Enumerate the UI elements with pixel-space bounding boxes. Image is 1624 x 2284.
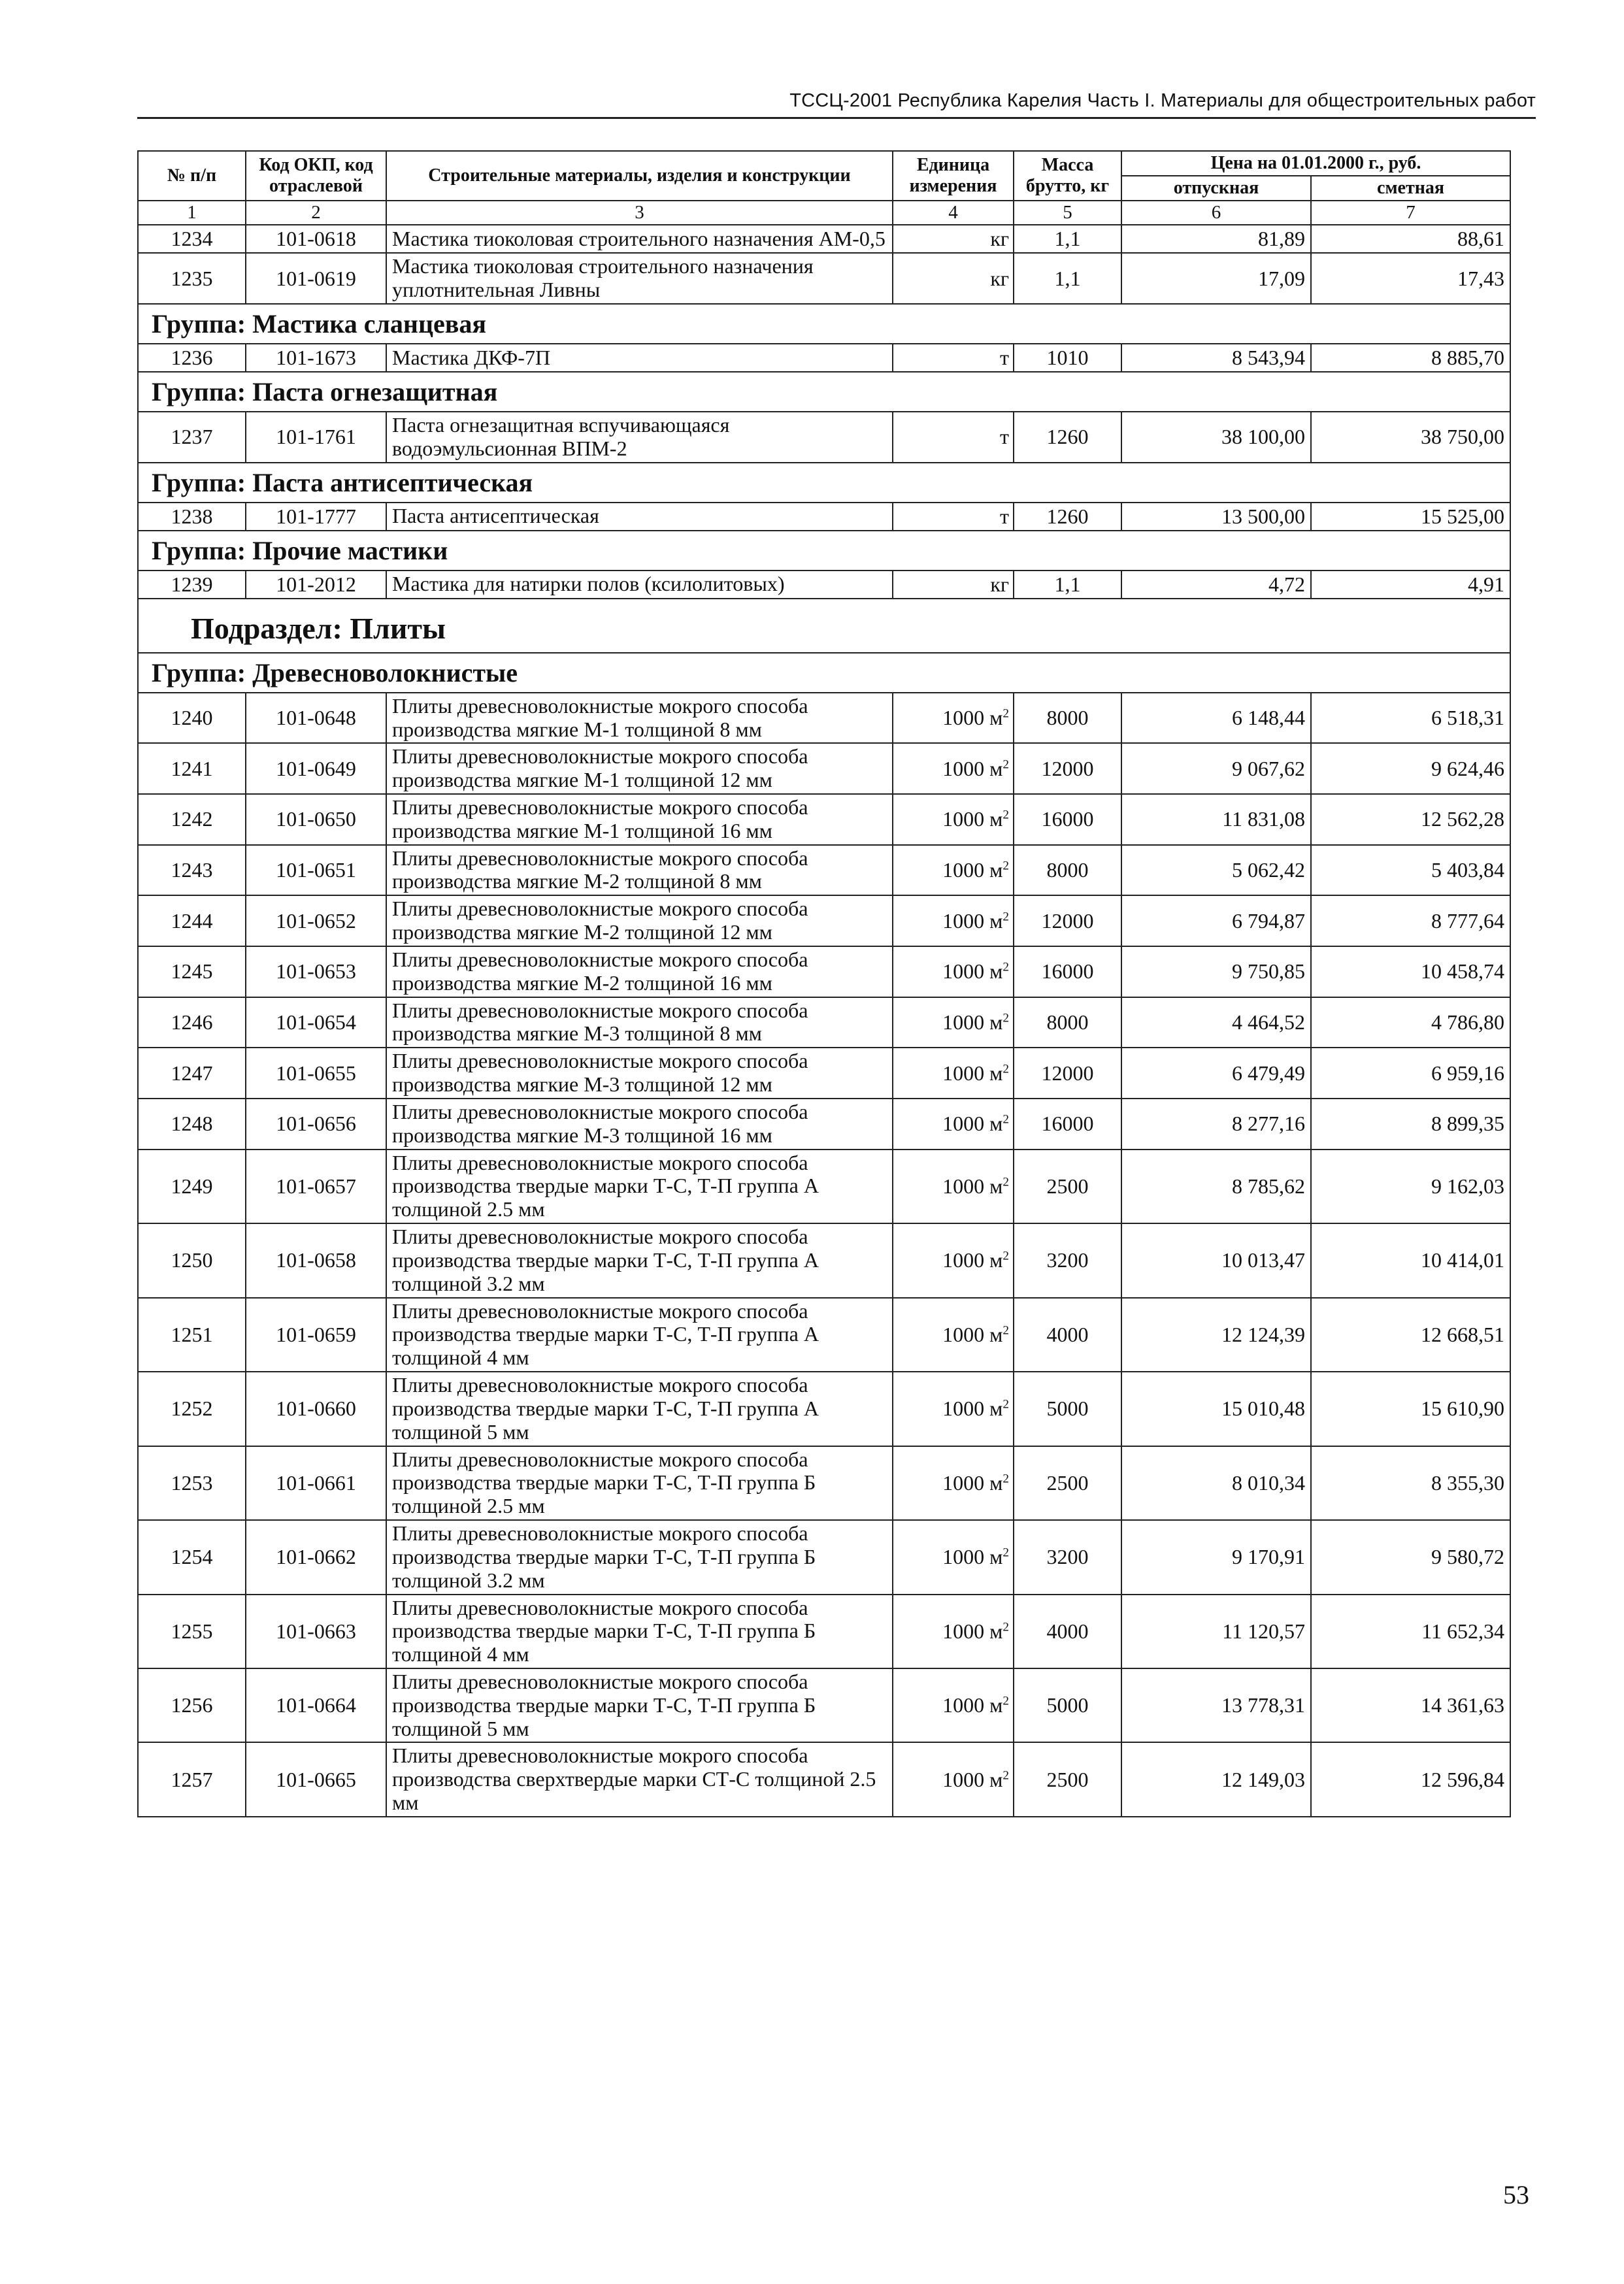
row-number: 1244 (138, 895, 246, 946)
row-price-estimate: 15 610,90 (1311, 1372, 1510, 1446)
row-code: 101-0654 (246, 997, 386, 1048)
row-number: 1238 (138, 503, 246, 531)
group-heading: Группа: Паста антисептическая (138, 463, 1510, 503)
row-price-release: 5 062,42 (1121, 845, 1311, 896)
unit-text: 1000 м (942, 1010, 1003, 1034)
row-price-estimate: 6 959,16 (1311, 1048, 1510, 1099)
row-name: Плиты древесноволокнистые мокрого способа производства твердые марки Т-С, Т-П группа А толщиной 4 мм (386, 1298, 893, 1372)
row-mass: 16000 (1014, 946, 1121, 997)
row-name: Мастика тиоколовая строительного назначения АМ-0,5 (386, 225, 893, 253)
column-numbers-row (138, 201, 1510, 225)
row-code: 101-1761 (246, 412, 386, 463)
row-price-estimate: 8 899,35 (1311, 1099, 1510, 1150)
row-mass: 4000 (1014, 1298, 1121, 1372)
row-unit (893, 253, 1014, 304)
row-code: 101-0655 (246, 1048, 386, 1099)
unit-exponent: 2 (1003, 808, 1009, 822)
row-price-release: 12 149,03 (1121, 1742, 1311, 1816)
row-unit (893, 794, 1014, 845)
unit-exponent: 2 (1003, 1323, 1009, 1338)
row-number: 1256 (138, 1668, 246, 1742)
row-code: 101-1673 (246, 344, 386, 372)
row-number: 1247 (138, 1048, 246, 1099)
unit-exponent: 2 (1003, 757, 1009, 772)
row-price-estimate: 6 518,31 (1311, 693, 1510, 744)
table-row (138, 503, 1510, 531)
table-head (138, 151, 1510, 225)
table-row (138, 344, 1510, 372)
row-unit (893, 845, 1014, 896)
table-row (138, 1150, 1510, 1223)
row-code: 101-0660 (246, 1372, 386, 1446)
row-price-release: 38 100,00 (1121, 412, 1311, 463)
running-header: ТССЦ-2001 Республика Карелия Часть I. Материалы для общестроительных работ (137, 90, 1536, 119)
row-number: 1235 (138, 253, 246, 304)
row-name: Паста огнезащитная вспучивающаяся водоэмульсионная ВПМ-2 (386, 412, 893, 463)
row-code: 101-0663 (246, 1595, 386, 1668)
unit-text: кг (990, 227, 1009, 251)
unit-text: 1000 м (942, 857, 1003, 882)
group-heading: Группа: Древесноволокнистые (138, 653, 1510, 693)
row-mass: 4000 (1014, 1595, 1121, 1668)
row-unit (893, 1668, 1014, 1742)
row-code: 101-0657 (246, 1150, 386, 1223)
col-price-group-header: Цена на 01.01.2000 г., руб. (1121, 151, 1510, 176)
row-name: Плиты древесноволокнистые мокрого способа производства сверхтвердые марки СТ-С толщиной 2.5 мм (386, 1742, 893, 1816)
row-code: 101-0653 (246, 946, 386, 997)
unit-text: кг (990, 572, 1009, 596)
row-unit (893, 997, 1014, 1048)
row-number: 1240 (138, 693, 246, 744)
unit-exponent: 2 (1003, 1768, 1009, 1783)
row-price-estimate: 4 786,80 (1311, 997, 1510, 1048)
unit-text: т (1000, 346, 1009, 370)
unit-text: 1000 м (942, 1470, 1003, 1495)
row-price-release: 9 750,85 (1121, 946, 1311, 997)
row-unit (893, 225, 1014, 253)
unit-text: 1000 м (942, 1397, 1003, 1421)
unit-exponent: 2 (1003, 960, 1009, 974)
row-name: Паста антисептическая (386, 503, 893, 531)
row-price-estimate: 17,43 (1311, 253, 1510, 304)
unit-text: 1000 м (942, 1767, 1003, 1791)
row-number: 1245 (138, 946, 246, 997)
row-mass: 1260 (1014, 503, 1121, 531)
unit-exponent: 2 (1003, 706, 1009, 721)
row-code: 101-0656 (246, 1099, 386, 1150)
row-mass: 1,1 (1014, 225, 1121, 253)
row-number: 1246 (138, 997, 246, 1048)
row-price-release: 6 148,44 (1121, 693, 1311, 744)
row-number: 1255 (138, 1595, 246, 1668)
row-price-estimate: 12 596,84 (1311, 1742, 1510, 1816)
row-mass: 12000 (1014, 1048, 1121, 1099)
row-unit (893, 1298, 1014, 1372)
group-heading-row (138, 304, 1510, 344)
row-name: Плиты древесноволокнистые мокрого способа производства мягкие М-2 толщиной 12 мм (386, 895, 893, 946)
row-price-estimate: 12 562,28 (1311, 794, 1510, 845)
table-row (138, 794, 1510, 845)
row-code: 101-1777 (246, 503, 386, 531)
row-code: 101-0658 (246, 1223, 386, 1297)
unit-exponent: 2 (1003, 1397, 1009, 1412)
table-row (138, 946, 1510, 997)
row-price-release: 4 464,52 (1121, 997, 1311, 1048)
row-name: Плиты древесноволокнистые мокрого способа производства мягкие М-2 толщиной 16 мм (386, 946, 893, 997)
row-price-release: 11 831,08 (1121, 794, 1311, 845)
row-number: 1252 (138, 1372, 246, 1446)
page-number: 53 (1503, 2180, 1529, 2210)
unit-text: 1000 м (942, 1693, 1003, 1717)
row-price-estimate: 9 624,46 (1311, 743, 1510, 794)
row-price-release: 8 543,94 (1121, 344, 1311, 372)
table-row (138, 1099, 1510, 1150)
row-mass: 3200 (1014, 1223, 1121, 1297)
row-code: 101-0661 (246, 1446, 386, 1520)
row-code: 101-0648 (246, 693, 386, 744)
row-price-estimate: 14 361,63 (1311, 1668, 1510, 1742)
row-unit (893, 1223, 1014, 1297)
row-code: 101-0650 (246, 794, 386, 845)
column-number: 4 (893, 201, 1014, 225)
row-code: 101-0618 (246, 225, 386, 253)
row-price-release: 13 778,31 (1121, 1668, 1311, 1742)
row-unit (893, 412, 1014, 463)
table-row (138, 571, 1510, 599)
table-row (138, 895, 1510, 946)
row-unit (893, 1150, 1014, 1223)
unit-text: т (1000, 504, 1009, 528)
row-mass: 3200 (1014, 1520, 1121, 1594)
row-name: Плиты древесноволокнистые мокрого способа производства мягкие М-1 толщиной 12 мм (386, 743, 893, 794)
unit-text: 1000 м (942, 706, 1003, 730)
col-unit-header: Единица измерения (893, 151, 1014, 201)
table-row (138, 1298, 1510, 1372)
row-name: Плиты древесноволокнистые мокрого способа производства твердые марки Т-С, Т-П группа Б толщиной 2.5 мм (386, 1446, 893, 1520)
row-mass: 2500 (1014, 1446, 1121, 1520)
table-row (138, 743, 1510, 794)
row-price-release: 8 010,34 (1121, 1446, 1311, 1520)
row-price-release: 15 010,48 (1121, 1372, 1311, 1446)
table-row (138, 1048, 1510, 1099)
row-price-estimate: 8 355,30 (1311, 1446, 1510, 1520)
row-number: 1254 (138, 1520, 246, 1594)
row-price-release: 10 013,47 (1121, 1223, 1311, 1297)
subsection-heading: Подраздел: Плиты (138, 599, 1510, 653)
row-price-estimate: 11 652,34 (1311, 1595, 1510, 1668)
row-mass: 1,1 (1014, 571, 1121, 599)
unit-text: 1000 м (942, 1545, 1003, 1569)
row-number: 1249 (138, 1150, 246, 1223)
unit-exponent: 2 (1003, 1249, 1009, 1263)
unit-text: 1000 м (942, 1619, 1003, 1643)
row-number: 1243 (138, 845, 246, 896)
row-unit (893, 1595, 1014, 1668)
column-number: 7 (1311, 201, 1510, 225)
row-price-release: 6 794,87 (1121, 895, 1311, 946)
row-mass: 16000 (1014, 794, 1121, 845)
row-number: 1248 (138, 1099, 246, 1150)
unit-text: 1000 м (942, 1322, 1003, 1346)
unit-text: т (1000, 425, 1009, 449)
row-mass: 2500 (1014, 1742, 1121, 1816)
price-table (137, 150, 1511, 1817)
unit-text: 1000 м (942, 959, 1003, 984)
row-mass: 12000 (1014, 743, 1121, 794)
row-name: Плиты древесноволокнистые мокрого способа производства твердые марки Т-С, Т-П группа Б толщиной 5 мм (386, 1668, 893, 1742)
row-code: 101-0619 (246, 253, 386, 304)
row-price-release: 8 277,16 (1121, 1099, 1311, 1150)
row-name: Плиты древесноволокнистые мокрого способа производства твердые марки Т-С, Т-П группа А толщиной 3.2 мм (386, 1223, 893, 1297)
unit-exponent: 2 (1003, 1694, 1009, 1708)
row-price-release: 8 785,62 (1121, 1150, 1311, 1223)
col-price-release-header: отпускная (1121, 176, 1311, 201)
group-heading-row (138, 653, 1510, 693)
row-unit (893, 693, 1014, 744)
table-row (138, 1520, 1510, 1594)
table-body (138, 225, 1510, 1817)
row-mass: 5000 (1014, 1372, 1121, 1446)
table-row (138, 1595, 1510, 1668)
row-price-estimate: 38 750,00 (1311, 412, 1510, 463)
column-number: 1 (138, 201, 246, 225)
table-row (138, 225, 1510, 253)
row-name: Плиты древесноволокнистые мокрого способа производства мягкие М-3 толщиной 12 мм (386, 1048, 893, 1099)
row-price-estimate: 8 777,64 (1311, 895, 1510, 946)
table-row (138, 1223, 1510, 1297)
row-unit (893, 895, 1014, 946)
row-price-release: 81,89 (1121, 225, 1311, 253)
row-price-estimate: 8 885,70 (1311, 344, 1510, 372)
row-mass: 1010 (1014, 344, 1121, 372)
row-unit (893, 1520, 1014, 1594)
unit-exponent: 2 (1003, 1011, 1009, 1025)
row-mass: 1,1 (1014, 253, 1121, 304)
row-number: 1253 (138, 1446, 246, 1520)
row-number: 1257 (138, 1742, 246, 1816)
col-code-header: Код ОКП, код отраслевой (246, 151, 386, 201)
row-code: 101-0664 (246, 1668, 386, 1742)
group-heading: Группа: Прочие мастики (138, 531, 1510, 571)
row-name: Плиты древесноволокнистые мокрого способа производства мягкие М-1 толщиной 16 мм (386, 794, 893, 845)
row-price-estimate: 9 162,03 (1311, 1150, 1510, 1223)
group-heading: Группа: Паста огнезащитная (138, 372, 1510, 412)
unit-text: кг (990, 266, 1009, 290)
unit-text: 1000 м (942, 908, 1003, 933)
row-price-release: 13 500,00 (1121, 503, 1311, 531)
row-unit (893, 1446, 1014, 1520)
unit-exponent: 2 (1003, 1472, 1009, 1486)
row-price-estimate: 9 580,72 (1311, 1520, 1510, 1594)
row-code: 101-0651 (246, 845, 386, 896)
group-heading-row (138, 463, 1510, 503)
row-mass: 2500 (1014, 1150, 1121, 1223)
group-heading: Группа: Мастика сланцевая (138, 304, 1510, 344)
row-unit (893, 1048, 1014, 1099)
table-row (138, 845, 1510, 896)
unit-text: 1000 м (942, 756, 1003, 780)
unit-exponent: 2 (1003, 1112, 1009, 1127)
group-heading-row (138, 372, 1510, 412)
row-price-release: 4,72 (1121, 571, 1311, 599)
row-code: 101-0659 (246, 1298, 386, 1372)
row-name: Плиты древесноволокнистые мокрого способа производства мягкие М-2 толщиной 8 мм (386, 845, 893, 896)
unit-text: 1000 м (942, 1112, 1003, 1136)
row-price-release: 9 067,62 (1121, 743, 1311, 794)
row-name: Плиты древесноволокнистые мокрого способа производства мягкие М-3 толщиной 16 мм (386, 1099, 893, 1150)
row-unit (893, 1372, 1014, 1446)
row-code: 101-0665 (246, 1742, 386, 1816)
unit-exponent: 2 (1003, 1175, 1009, 1189)
table-row (138, 1668, 1510, 1742)
row-name: Плиты древесноволокнистые мокрого способа производства твердые марки Т-С, Т-П группа А толщиной 5 мм (386, 1372, 893, 1446)
row-name: Плиты древесноволокнистые мокрого способа производства твердые марки Т-С, Т-П группа Б толщиной 3.2 мм (386, 1520, 893, 1594)
unit-exponent: 2 (1003, 909, 1009, 923)
table-row (138, 412, 1510, 463)
row-number: 1234 (138, 225, 246, 253)
col-num-header: № п/п (138, 151, 246, 201)
row-mass: 8000 (1014, 997, 1121, 1048)
table-row (138, 1446, 1510, 1520)
unit-text: 1000 м (942, 1248, 1003, 1272)
row-price-estimate: 12 668,51 (1311, 1298, 1510, 1372)
row-name: Плиты древесноволокнистые мокрого способа производства мягкие М-1 толщиной 8 мм (386, 693, 893, 744)
row-price-estimate: 4,91 (1311, 571, 1510, 599)
row-price-estimate: 10 414,01 (1311, 1223, 1510, 1297)
row-price-release: 9 170,91 (1121, 1520, 1311, 1594)
row-unit (893, 1742, 1014, 1816)
col-mass-header: Масса брутто, кг (1014, 151, 1121, 201)
row-code: 101-0652 (246, 895, 386, 946)
group-heading-row (138, 531, 1510, 571)
row-price-release: 17,09 (1121, 253, 1311, 304)
row-unit (893, 743, 1014, 794)
row-price-estimate: 15 525,00 (1311, 503, 1510, 531)
unit-text: 1000 м (942, 807, 1003, 831)
unit-exponent: 2 (1003, 1620, 1009, 1634)
row-number: 1251 (138, 1298, 246, 1372)
unit-exponent: 2 (1003, 859, 1009, 873)
row-number: 1237 (138, 412, 246, 463)
row-unit (893, 1099, 1014, 1150)
row-mass: 1260 (1014, 412, 1121, 463)
row-price-estimate: 5 403,84 (1311, 845, 1510, 896)
row-name: Мастика тиоколовая строительного назначения уплотнительная Ливны (386, 253, 893, 304)
unit-exponent: 2 (1003, 1061, 1009, 1076)
row-price-release: 11 120,57 (1121, 1595, 1311, 1668)
row-price-estimate: 88,61 (1311, 225, 1510, 253)
subsection-heading-row (138, 599, 1510, 653)
row-code: 101-2012 (246, 571, 386, 599)
column-number: 6 (1121, 201, 1311, 225)
table-row (138, 1372, 1510, 1446)
row-mass: 5000 (1014, 1668, 1121, 1742)
table-row (138, 997, 1510, 1048)
row-mass: 12000 (1014, 895, 1121, 946)
row-price-estimate: 10 458,74 (1311, 946, 1510, 997)
row-code: 101-0662 (246, 1520, 386, 1594)
unit-text: 1000 м (942, 1174, 1003, 1198)
unit-text: 1000 м (942, 1061, 1003, 1085)
row-price-release: 6 479,49 (1121, 1048, 1311, 1099)
unit-exponent: 2 (1003, 1546, 1009, 1560)
column-number: 2 (246, 201, 386, 225)
column-number: 5 (1014, 201, 1121, 225)
row-name: Мастика для натирки полов (ксилолитовых) (386, 571, 893, 599)
row-number: 1236 (138, 344, 246, 372)
row-unit (893, 571, 1014, 599)
row-number: 1242 (138, 794, 246, 845)
row-mass: 16000 (1014, 1099, 1121, 1150)
row-number: 1239 (138, 571, 246, 599)
row-unit (893, 344, 1014, 372)
col-name-header: Строительные материалы, изделия и конструкции (386, 151, 893, 201)
row-name: Мастика ДКФ-7П (386, 344, 893, 372)
row-code: 101-0649 (246, 743, 386, 794)
table-row (138, 253, 1510, 304)
col-price-estimate-header: сметная (1311, 176, 1510, 201)
row-name: Плиты древесноволокнистые мокрого способа производства мягкие М-3 толщиной 8 мм (386, 997, 893, 1048)
row-name: Плиты древесноволокнистые мокрого способа производства твердые марки Т-С, Т-П группа А толщиной 2.5 мм (386, 1150, 893, 1223)
column-number: 3 (386, 201, 893, 225)
row-mass: 8000 (1014, 845, 1121, 896)
row-name: Плиты древесноволокнистые мокрого способа производства твердые марки Т-С, Т-П группа Б толщиной 4 мм (386, 1595, 893, 1668)
row-mass: 8000 (1014, 693, 1121, 744)
row-number: 1250 (138, 1223, 246, 1297)
row-number: 1241 (138, 743, 246, 794)
table-row (138, 1742, 1510, 1816)
table-row (138, 693, 1510, 744)
row-unit (893, 946, 1014, 997)
row-price-release: 12 124,39 (1121, 1298, 1311, 1372)
row-unit (893, 503, 1014, 531)
